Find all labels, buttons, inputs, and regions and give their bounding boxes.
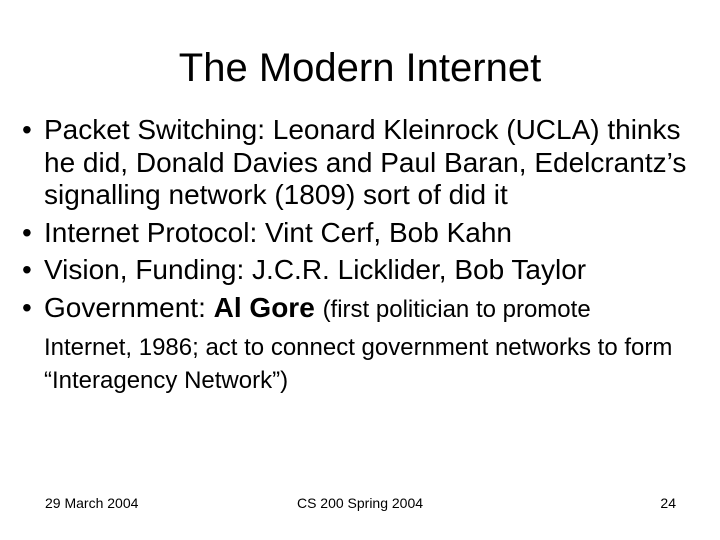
footer-date: 29 March 2004 xyxy=(45,495,139,511)
bullet-internet-protocol xyxy=(22,217,702,250)
bullet-packet-switching xyxy=(22,114,702,212)
bullet-text: Internet Protocol: Vint Cerf, Bob Kahn xyxy=(44,216,512,248)
bullet-list xyxy=(22,114,702,397)
bullet-dot-icon: • xyxy=(22,254,32,285)
bullet-text: Packet Switching: Leonard Kleinrock (UCLA) thinks he did, Donald Davies and Paul Baran, Edelcrantz’s signalling network (1809) sort of did it xyxy=(44,114,687,210)
bullet-dot-icon: • xyxy=(22,216,32,248)
bullet-label: Government: xyxy=(44,291,206,323)
slide-title: The Modern Internet xyxy=(178,46,542,90)
bullet-vision-funding xyxy=(22,254,702,287)
bullet-rest: (first politician to promote xyxy=(322,295,591,323)
footer-page-number: 24 xyxy=(660,495,676,511)
bullet-dot-icon: • xyxy=(22,291,32,323)
bullet-continuation: Internet, 1986; act to connect government networks to form “Interagency Network”) xyxy=(44,334,673,394)
bullet-text: Vision, Funding: J.C.R. Licklider, Bob Taylor xyxy=(44,254,587,285)
bullet-emphasis: Al Gore xyxy=(213,291,315,323)
bullet-dot-icon: • xyxy=(22,114,32,145)
footer-course: CS 200 Spring 2004 xyxy=(296,495,424,511)
bullet-government xyxy=(22,292,702,398)
